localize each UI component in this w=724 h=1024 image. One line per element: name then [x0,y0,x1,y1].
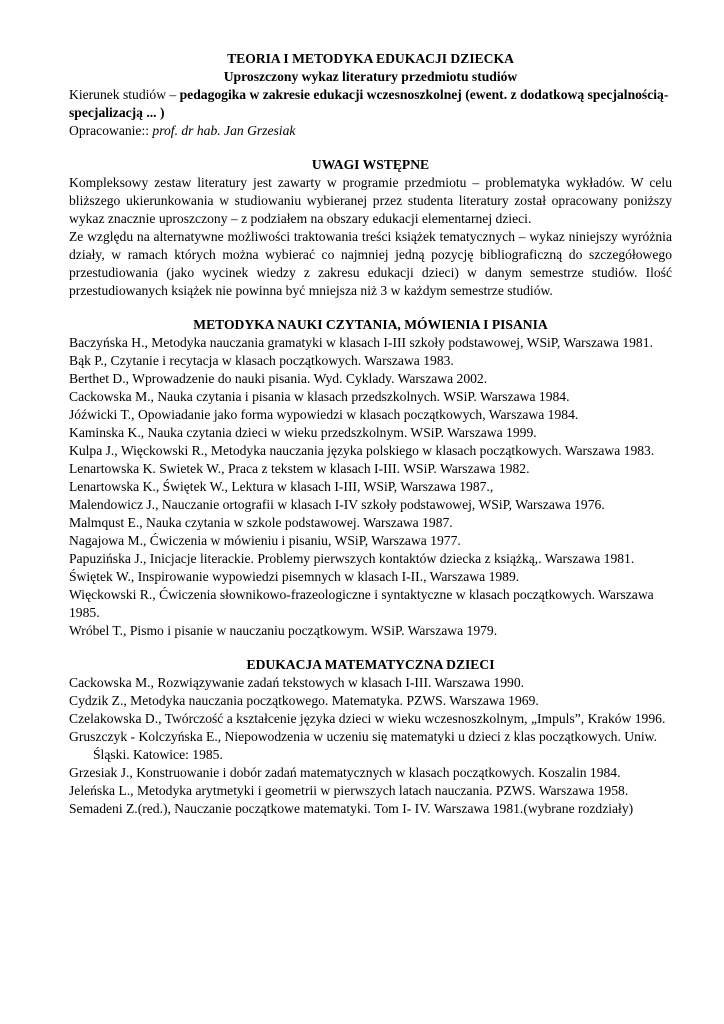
bibliography-entry: Berthet D., Wprowadzenie do nauki pisania. Wyd. Cyklady. Warszawa 2002. [69,371,488,386]
field-value: pedagogika w zakresie edukacji wczesnoszkolnej (ewent. z dodatkową specjalnością-specjalizacją ... ) [69,87,669,120]
intro-paragraph-2: Ze względu na alternatywne możliwości traktowania treści książek tematycznych – wykaz niniejszy wyróżnia działy, w ramach których można wybierać co najmniej jedną pozycję bibliograficzną do szczegółowego przestudiowania (jako wycinek wiedzy z zakresu edukacji dzieci) w danym semestrze studiów. Ilość przestudiowanych książek nie powinna być mniejsza niż 3 w każdym semestrze studiów. [69,229,672,298]
bibliography-entry: Kulpa J., Więckowski R., Metodyka nauczania języka polskiego w klasach początkowych. Warszawa 1983. [69,443,655,458]
bibliography-entry: Malmqust E., Nauka czytania w szkole podstawowej. Warszawa 1987. [69,515,453,530]
bibliography-entry: Malendowicz J., Nauczanie ortografii w klasach I-IV szkoły podstawowej, WSiP, Warszawa 1976. [69,497,605,512]
bibliography-entry: Gruszczyk - Kolczyńska E., Niepowodzenia w uczeniu się matematyki u dzieci z klas początkowych. Uniw. Śląski. Katowice: 1985. [69,729,657,762]
document-page [69,50,672,818]
bibliography-entry: Cackowska M., Nauka czytania i pisania w klasach przedszkolnych. WSiP. Warszawa 1984. [69,389,570,404]
math-education-list [69,674,672,818]
bibliography-entry: Nagajowa M., Ćwiczenia w mówieniu i pisaniu, WSiP, Warszawa 1977. [69,533,461,548]
bibliography-entry: Papuzińska J., Inicjacje literackie. Problemy pierwszych kontaktów dziecka z książką,. Warszawa 1981. [69,551,635,566]
bibliography-entry: Wróbel T., Pismo i pisanie w nauczaniu początkowym. WSiP. Warszawa 1979. [69,623,498,638]
intro-paragraph-1: Kompleksowy zestaw literatury jest zawarty w programie przedmiotu – problematyka wykładów. W celu bliższego ukierunkowania w studiowaniu wybieranej przez studenta literatury został opracowany poniższy wykaz znacznie uproszczony – z podziałem na obszary edukacji elementarnej dzieci. [69,175,672,226]
author-line [69,122,672,140]
bibliography-entry: Jóźwicki T., Opowiadanie jako forma wypowiedzi w klasach początkowych, Warszawa 1984. [69,407,579,422]
bibliography-entry: Jeleńska L., Metodyka arytmetyki i geometrii w pierwszych latach nauczania. PZWS. Warszawa 1958. [69,783,629,798]
bibliography-entry: Lenartowska K., Świętek W., Lektura w klasach I-III, WSiP, Warszawa 1987., [69,479,494,494]
document-subtitle: Uproszczony wykaz literatury przedmiotu studiów [223,69,518,84]
reading-writing-heading: METODYKA NAUKI CZYTANIA, MÓWIENIA I PISANIA [193,317,548,332]
bibliography-entry: Baczyńska H., Metodyka nauczania gramatyki w klasach I-III szkoły podstawowej, WSiP, Warszawa 1981. [69,335,653,350]
bibliography-entry: Czelakowska D., Twórczość a kształcenie języka dzieci w wieku wczesnoszkolnym, „Impuls”, Kraków 1996. [69,711,666,726]
bibliography-entry: Świętek W., Inspirowanie wypowiedzi pisemnych w klasach I-II., Warszawa 1989. [69,569,520,584]
bibliography-entry: Cydzik Z., Metodyka nauczania początkowego. Matematyka. PZWS. Warszawa 1969. [69,693,539,708]
bibliography-entry: Więckowski R., Ćwiczenia słownikowo-frazeologiczne i syntaktyczne w klasach początkowych. Warszawa 1985. [69,587,654,620]
intro-heading: UWAGI WSTĘPNE [311,157,430,172]
math-education-heading: EDUKACJA MATEMATYCZNA DZIECI [246,657,495,672]
field-label: Kierunek studiów – [69,87,180,102]
reading-writing-list [69,334,672,640]
field-of-study [69,86,672,122]
author-value: prof. dr hab. Jan Grzesiak [152,123,296,138]
bibliography-entry: Kaminska K., Nauka czytania dzieci w wieku przedszkolnym. WSiP. Warszawa 1999. [69,425,537,440]
bibliography-entry: Lenartowska K. Swietek W., Praca z tekstem w klasach I-III. WSiP. Warszawa 1982. [69,461,530,476]
bibliography-entry: Semadeni Z.(red.), Nauczanie początkowe matematyki. Tom I- IV. Warszawa 1981.(wybrane rozdziały) [69,801,634,816]
document-title: TEORIA I METODYKA EDUKACJI DZIECKA [227,51,514,66]
bibliography-entry: Bąk P., Czytanie i recytacja w klasach początkowych. Warszawa 1983. [69,353,454,368]
author-label: Opracowanie:: [69,123,153,138]
bibliography-entry: Grzesiak J., Konstruowanie i dobór zadań matematycznych w klasach początkowych. Koszalin 1984. [69,765,621,780]
bibliography-entry: Cackowska M., Rozwiązywanie zadań tekstowych w klasach I-III. Warszawa 1990. [69,675,525,690]
